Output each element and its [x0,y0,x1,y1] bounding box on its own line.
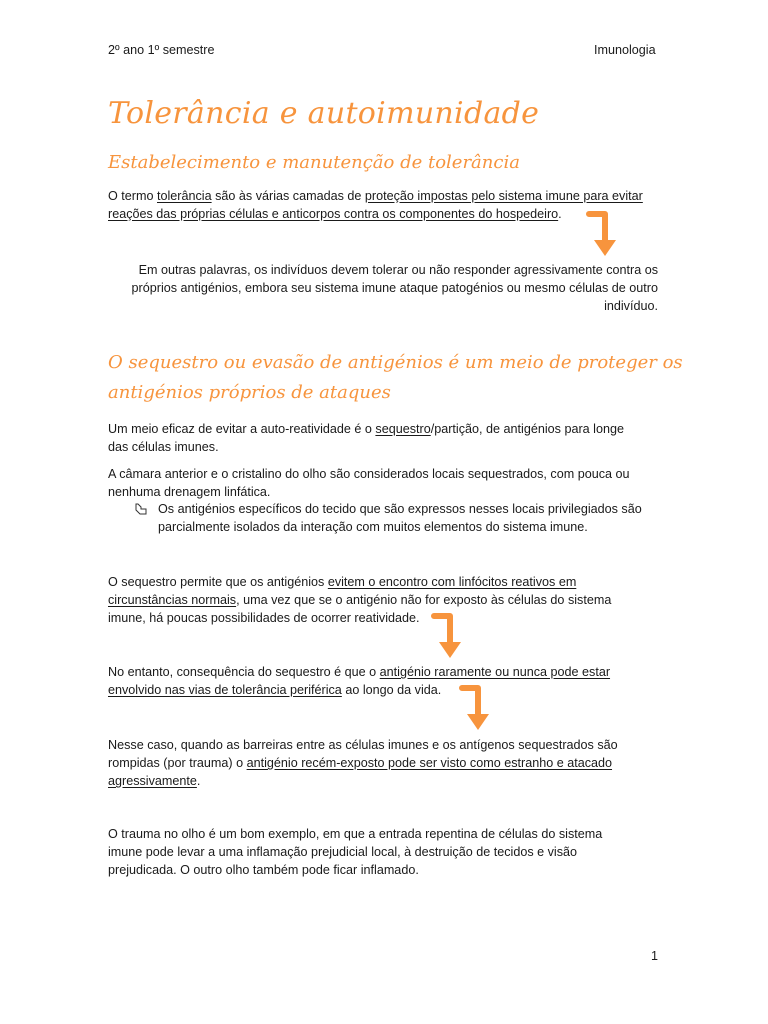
s2-p3-line1 [108,574,576,591]
s2-p5-line1: Nesse caso, quando as barreiras entre as células imunes e os antígenos sequestrados são [108,738,618,752]
s2-p2-line2: nenhuma drenagem linfática. [108,485,271,499]
s2-p5-line2 [108,755,612,772]
down-arrow-icon [430,610,464,662]
s1-p2-line2: próprios antigénios, embora seu sistema imune ataque patogénios ou mesmo células de outro [131,281,658,295]
document-title: Tolerância e autoimunidade [108,96,540,131]
page-number: 1 [651,949,659,963]
s2-p4-line1 [108,664,610,681]
underlined-span: sequestro [375,422,431,436]
text-span: Um meio eficaz de evitar a auto-reatividade é o [108,422,376,436]
s2-bullet-line1: Os antigénios específicos do tecido que são expressos nesses locais privilegiados são [158,502,642,516]
underlined-span: agressivamente [108,774,197,788]
section1-heading: Estabelecimento e manutenção de tolerância [108,152,520,173]
underlined-span: circunstâncias normais [108,593,237,607]
text-span: O termo [108,189,157,203]
s2-p1-line2: das células imunes. [108,440,219,454]
header-right: Imunologia [594,43,656,57]
header-left: 2º ano 1º semestre [108,43,215,57]
text-span: , uma vez que se o antigénio não for exposto às células do sistema [236,593,612,607]
s2-p6-line3: prejudicada. O outro olho também pode ficar inflamado. [108,863,419,877]
s1-p2-line1: Em outras palavras, os indivíduos devem tolerar ou não responder agressivamente contra os [138,263,658,277]
section2-heading-line1: O sequestro ou evasão de antigénios é um meio de proteger os [108,352,683,373]
text-span: /partição, de antigénios para longe [430,422,624,436]
s2-p2-line1: A câmara anterior e o cristalino do olho são considerados locais sequestrados, com pouca ou [108,467,630,481]
s2-p3-line3: imune, há poucas possibilidades de ocorrer reatividade. [108,611,420,625]
text-span: rompidas (por trauma) o [108,756,247,770]
down-arrow-icon [458,682,492,734]
s1-p1-line2 [108,206,562,223]
text-span: são às várias camadas de [211,189,365,203]
s2-p1-line1 [108,421,624,438]
s2-p5-line3 [108,773,200,790]
text-span: O sequestro permite que os antigénios [108,575,328,589]
underlined-span: envolvido nas vias de tolerância periférica [108,683,342,697]
s2-p3-line2 [108,592,611,609]
s2-p6-line2: imune pode levar a uma inflamação prejudicial local, à destruição de tecidos e visão [108,845,578,859]
pointing-hand-icon [134,502,148,516]
text-span: . [558,207,562,221]
s2-p4-line2 [108,682,441,699]
underlined-span: tolerância [157,189,212,203]
underlined-span: proteção impostas pelo sistema imune para evitar [364,189,643,203]
text-span: ao longo da vida. [341,683,442,697]
s1-p1-line1 [108,188,643,205]
s2-p6-line1: O trauma no olho é um bom exemplo, em que a entrada repentina de células do sistema [108,827,603,841]
section2-heading-line2: antigénios próprios de ataques [108,382,391,403]
text-span: . [196,774,201,788]
underlined-span: evitem o encontro com linfócitos reativos em [327,575,577,589]
down-arrow-icon [585,208,619,260]
s1-p2-line3: indivíduo. [604,299,658,313]
underlined-span: antigénio raramente ou nunca pode estar [379,665,611,679]
underlined-span: antigénio recém-exposto pode ser visto como estranho e atacado [246,756,613,770]
s2-bullet-line2: parcialmente isolados da interação com muitos elementos do sistema imune. [158,520,588,534]
text-span: No entanto, consequência do sequestro é que o [108,665,380,679]
underlined-span: reações das próprias células e anticorpos contra os componentes do hospedeiro [108,207,559,221]
